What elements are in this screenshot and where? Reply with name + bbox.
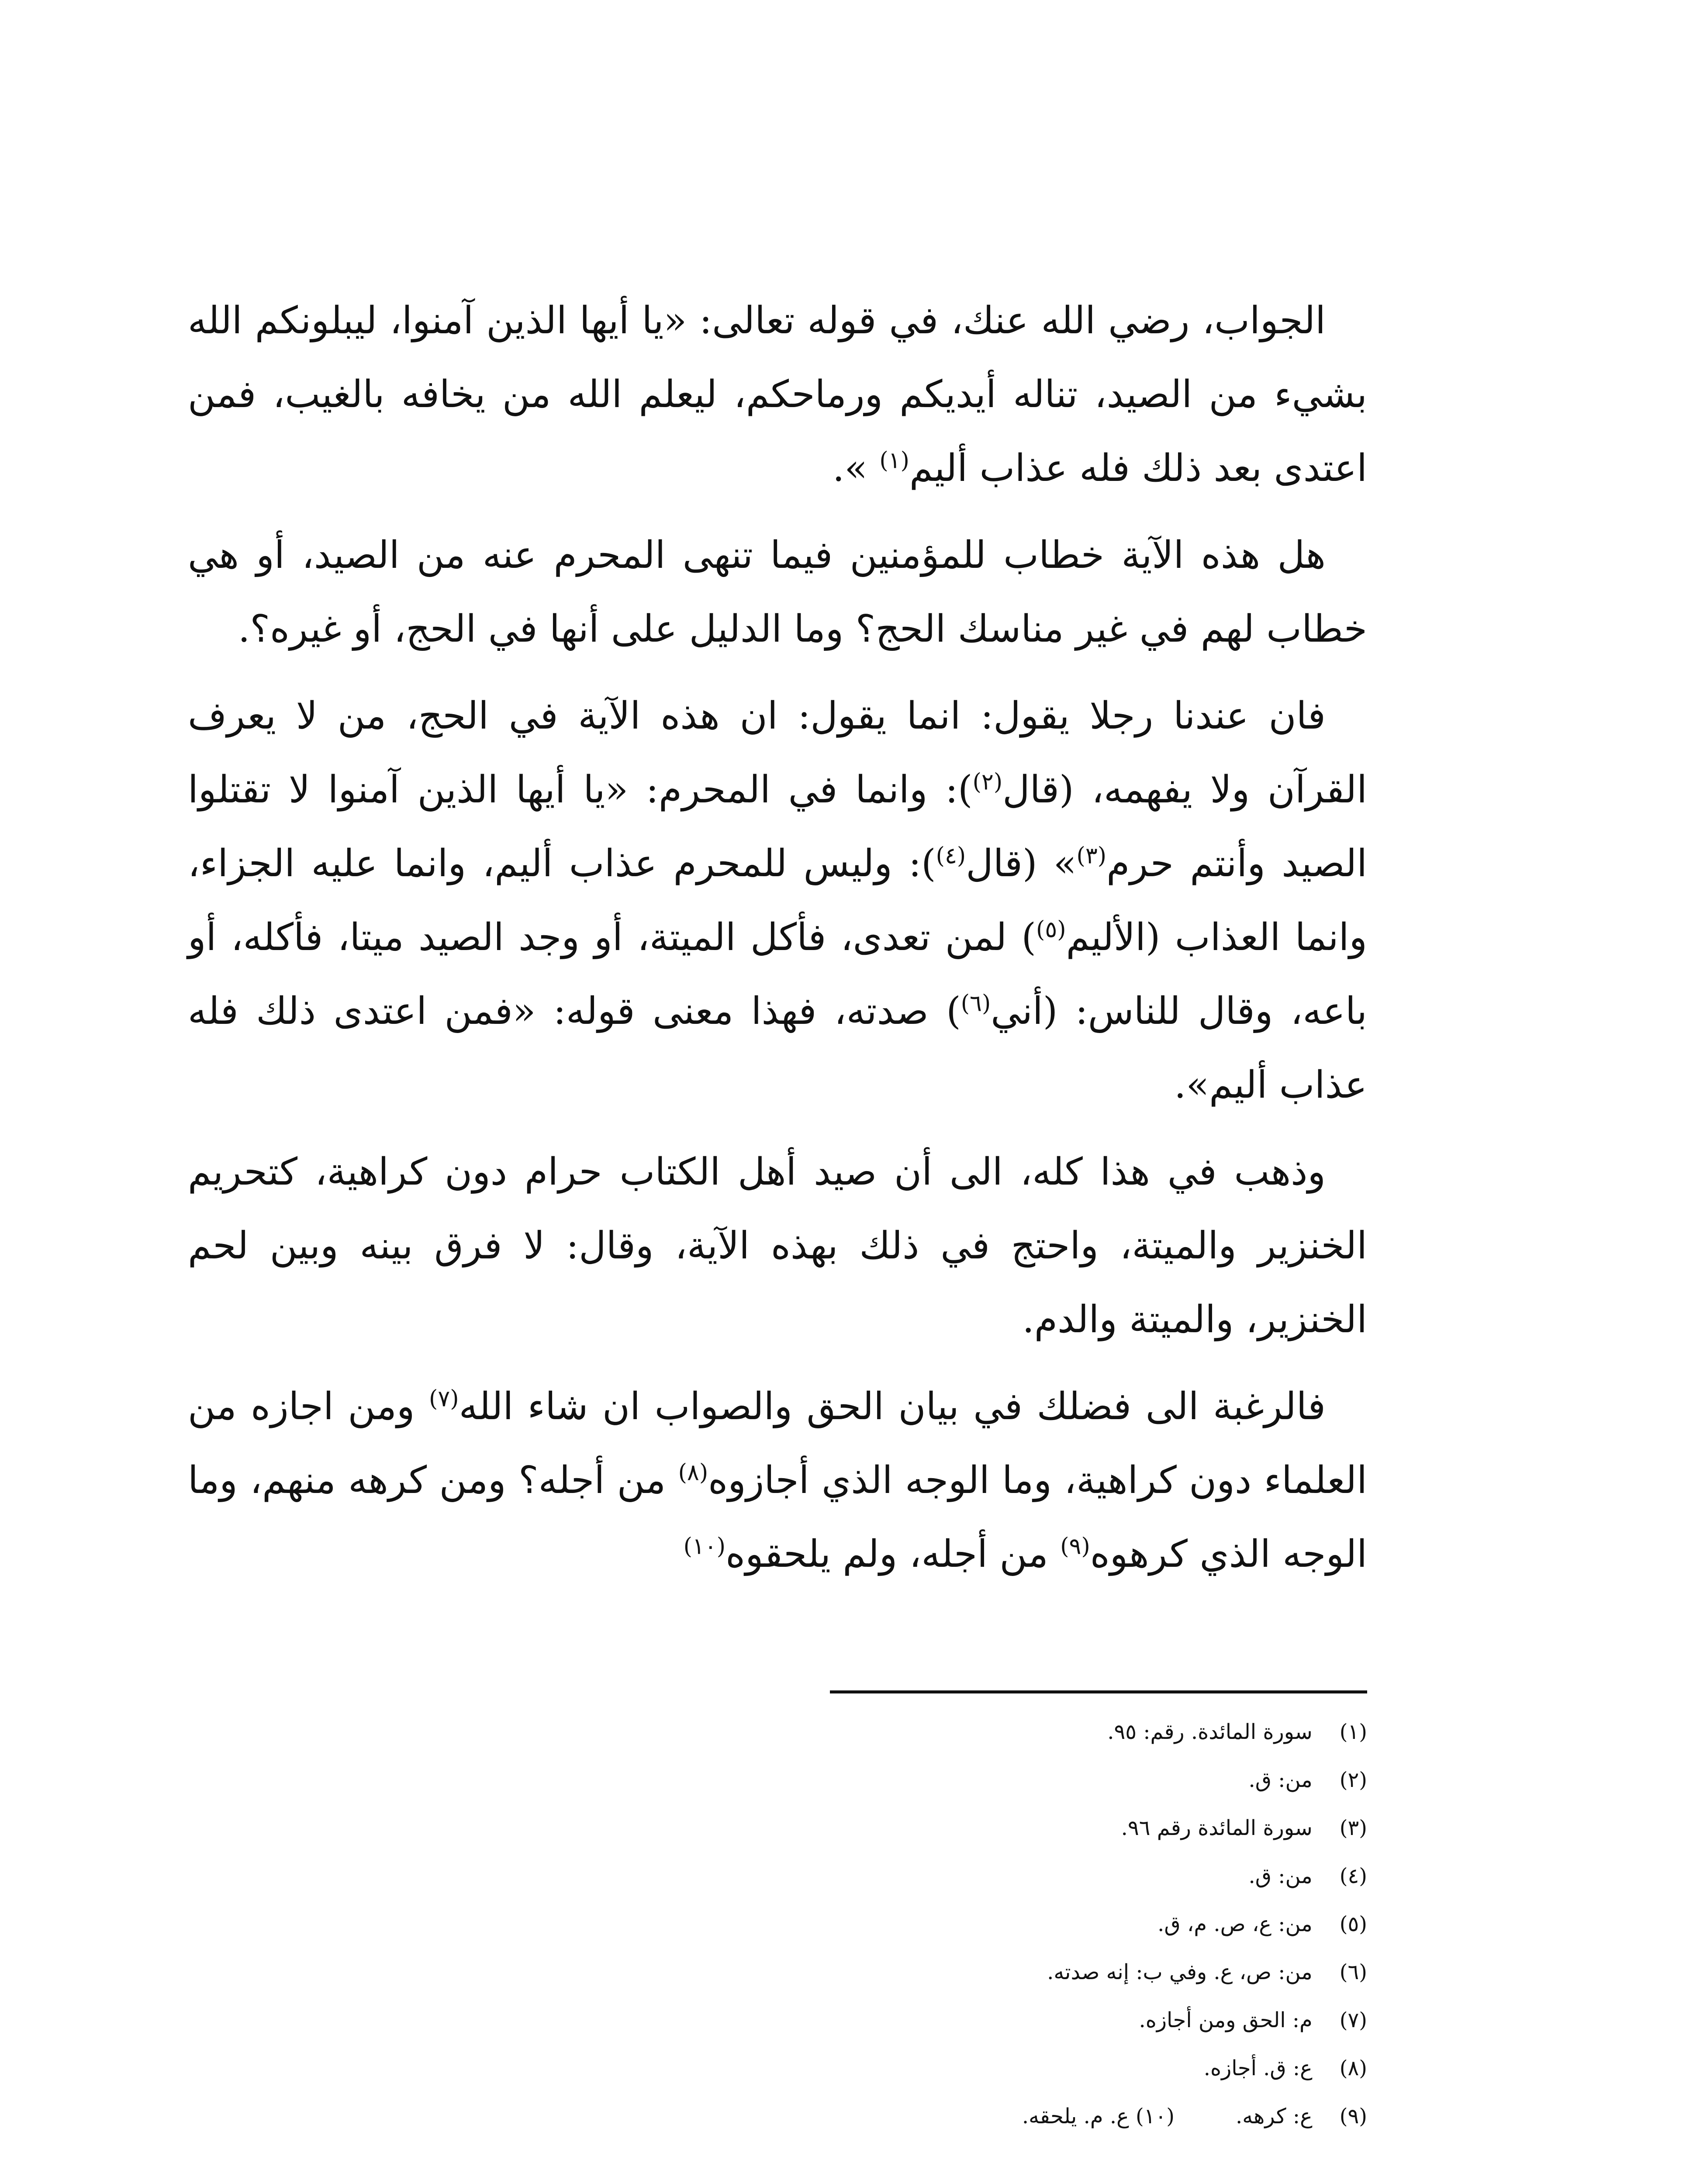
footnote: [188, 1852, 1367, 1900]
footnote-marker: (٥): [1036, 916, 1066, 943]
main-text: [188, 284, 1367, 1604]
footnote-text: من: ع، ص. م، ق.: [1157, 1912, 1313, 1936]
footnote: [188, 1996, 1367, 2044]
footnote-text: ع: كرهه.: [1236, 2104, 1313, 2129]
footnote-marker: (١): [879, 447, 909, 474]
footnote-text: من: ق.: [1248, 1864, 1313, 1888]
footnote-marker: (٤): [936, 843, 966, 869]
paragraph-text: ) صدته، فهذا معنى قوله: «فمن اعتدى ذلك فله عذاب أليم».: [188, 989, 1367, 1107]
footnote-number: (١٠): [1135, 2104, 1175, 2129]
footnote-text: سورة المائدة. رقم: ٩٥.: [1107, 1720, 1313, 1744]
footnote-marker: (١٠): [683, 1533, 726, 1560]
footnote: [188, 1900, 1367, 1948]
paragraph: [188, 679, 1367, 1122]
footnote-marker: (٨): [678, 1459, 708, 1486]
footnote-number: (٩): [1339, 2104, 1367, 2129]
footnote-number: (٢): [1339, 1768, 1367, 1792]
footnotes: [188, 1708, 1367, 2140]
paragraph-text: ) لمن تعدى، فأكل الميتة، أو وجد الصيد ميتا، فأكله، أو باعه، وقال للناس: (أني: [188, 916, 1367, 1033]
footnote-marker: (٧): [429, 1386, 459, 1412]
footnote: [188, 1756, 1367, 1804]
footnote-number: (٨): [1339, 2056, 1367, 2080]
footnote-marker: (٩): [1060, 1533, 1090, 1560]
footnote: [188, 1804, 1367, 1852]
paragraph-text: الجواب، رضي الله عنك، في قوله تعالى: «يا أيها الذين آمنوا، ليبلونكم الله بشيء من الصيد، تناله أيديكم ورماحكم، ليعلم الله من يخافه بالغيب، فمن اعتدى بعد ذلك فله عذاب أليم: [188, 299, 1367, 490]
paragraph-text: ): وليس للمحرم عذاب أليم، وانما عليه الجزاء، وانما العذاب (الأليم: [188, 842, 1367, 959]
paragraph-text: ومن اجازه من العلماء دون كراهية، وما الوجه الذي أجازوه: [188, 1385, 1367, 1502]
paragraph-text: هل هذه الآية خطاب للمؤمنين فيما تنهى المحرم عنه من الصيد، أو هي خطاب لهم في غير مناسك الحج؟ وما الدليل على أنها في الحج، أو غيره؟.: [188, 533, 1367, 651]
footnote-marker: (٢): [972, 769, 1003, 795]
paragraph-text: فالرغبة الى فضلك في بيان الحق والصواب ان شاء الله: [459, 1385, 1326, 1428]
footnote: [188, 1948, 1367, 1996]
footnote-text: من: ص، ع. وفي ب: إنه صدته.: [1047, 1960, 1313, 1984]
footnote: [188, 1708, 1367, 1756]
footnote-marker: (٦): [961, 990, 991, 1017]
footnote-number: (١): [1339, 1720, 1367, 1744]
paragraph-text: من أجله، ولم يلحقوه: [726, 1532, 1061, 1576]
footnote-text: ع: ق. أجازه.: [1203, 2056, 1313, 2080]
footnote-separator: [830, 1690, 1367, 1693]
footnote-text: سورة المائدة رقم ٩٦.: [1121, 1816, 1313, 1840]
paragraph: [188, 1370, 1367, 1591]
paragraph: [188, 518, 1367, 666]
footnote-number: (٧): [1339, 2008, 1367, 2032]
paragraph-text: » (قال: [966, 842, 1077, 885]
footnote-text: من: ق.: [1248, 1768, 1313, 1792]
footnote-text: م: الحق ومن أجازه.: [1139, 2008, 1313, 2032]
footnote-number: (٤): [1339, 1864, 1367, 1888]
footnote: [188, 2044, 1367, 2092]
footnote-number: (٦): [1339, 1960, 1367, 1984]
paragraph-text: ): وانما في المحرم: «يا أيها الذين آمنوا لا تقتلوا الصيد وأنتم حرم: [188, 768, 1367, 885]
footnote: [188, 2092, 1367, 2140]
paragraph-text: فان عندنا رجلا يقول: انما يقول: ان هذه الآية في الحج، من لا يعرف القرآن ولا يفهمه، (قال: [188, 694, 1367, 812]
paragraph-text: وذهب في هذا كله، الى أن صيد أهل الكتاب حرام دون كراهية، كتحريم الخنزير والميتة، واحتج في ذلك بهذه الآية، وقال: لا فرق بينه وبين لحم الخنزير، والميتة والدم.: [188, 1150, 1367, 1341]
paragraph: [188, 1135, 1367, 1357]
paragraph: [188, 284, 1367, 505]
paragraph-text: ».: [833, 446, 880, 490]
footnote-marker: (٣): [1076, 843, 1107, 869]
footnote-number: (٥): [1339, 1912, 1367, 1936]
footnote-number: (٣): [1339, 1816, 1367, 1840]
footnote-text: ع. م. يلحقه.: [1022, 2104, 1129, 2129]
paragraph-text: من أجله؟ ومن كرهه منهم، وما الوجه الذي كرهوه: [188, 1458, 1367, 1576]
